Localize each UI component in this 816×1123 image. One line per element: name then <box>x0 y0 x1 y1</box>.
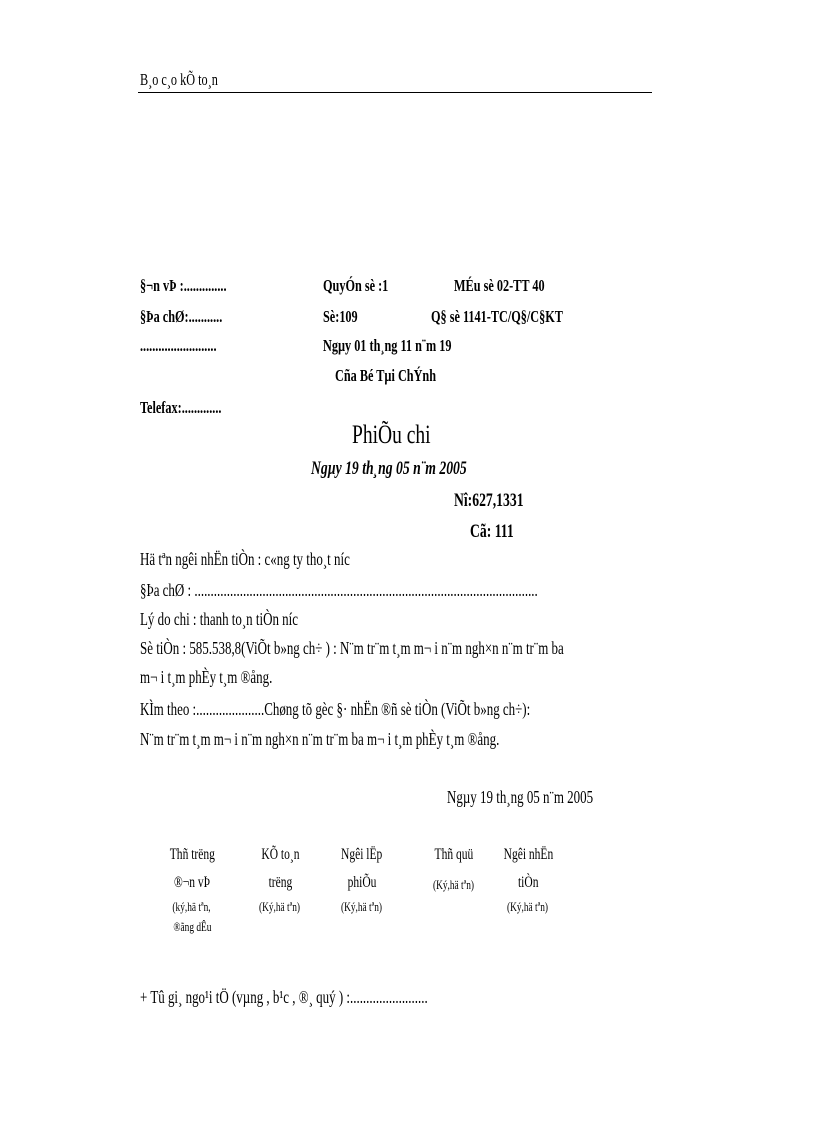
attachment-text-2: N¨m tr¨m t¸m m¬ i n¨m ngh×n n¨m tr¨m ba m¬ i t¸m phÈy t¸m ®ång. <box>140 729 500 749</box>
issue-date <box>323 336 501 356</box>
debit-account-text: Nî:627,1331 <box>454 490 524 511</box>
signature-title: Thñ quü <box>434 846 474 863</box>
document-date-text: Ngµy 19 th¸ng 05 n¨m 2005 <box>311 458 467 479</box>
debit-account <box>454 490 551 512</box>
decision-number <box>431 307 614 327</box>
header-rule <box>138 92 652 93</box>
reason-line <box>140 609 359 630</box>
signature-note: (Ký,hä tªn) <box>507 899 549 914</box>
recipient-text: Hä tªn ngêi nhËn tiÒn : c«ng ty tho¸t níc <box>140 549 350 569</box>
signature-head-of-unit <box>150 845 234 937</box>
signature-note-2: ®ãng dÊu <box>172 919 212 934</box>
document-date <box>311 458 527 480</box>
address-text: §Þa chØ:........... <box>140 307 223 326</box>
signature-title: Ngêi lËp <box>341 846 383 863</box>
amount-line-2 <box>140 667 324 688</box>
signature-note: (ký,hä tªn, <box>172 899 212 914</box>
voucher-number-text: Sè:109 <box>323 307 358 326</box>
book-number-text: QuyÓn sè :1 <box>323 276 389 295</box>
recipient-address-text: §Þa chØ : .......................................................................................................... <box>140 580 538 600</box>
attachment-line-2 <box>140 729 639 750</box>
amount-text-1: Sè tiÒn : 585.538,8(ViÕt b»ng ch÷ ) : N¨m tr¨m t¸m m¬ i n¨m ngh×n n¨m tr¨m ba <box>140 638 564 658</box>
exchange-rate-text: + Tû gi¸ ngo¹i tÖ (vµng , b¹c , ®¸ quý ) :........................ <box>140 987 428 1007</box>
telefax-text: Telefax:............. <box>140 398 222 417</box>
attachment-line-1 <box>140 699 682 720</box>
address-line <box>140 307 254 327</box>
telefax-line <box>140 398 253 418</box>
report-header <box>140 70 248 90</box>
signature-title-2: trëng <box>268 874 292 891</box>
report-header-text: B¸o c¸o kÕ to¸n <box>140 70 218 89</box>
ministry-line <box>335 366 475 386</box>
signature-note: (Ký,hä tªn) <box>341 899 383 914</box>
unit-text: §¬n vÞ :.............. <box>140 276 227 295</box>
attachment-text-1: KÌm theo :.....................Chøng tõ gèc §· nhËn ®ñ sè tiÒn (ViÕt b»ng ch÷): <box>140 699 531 719</box>
recipient-address-line <box>140 580 693 601</box>
credit-account <box>470 521 531 543</box>
issue-date-text: Ngµy 01 th¸ng 11 n¨m 19 <box>323 336 452 355</box>
unit-line <box>140 276 260 296</box>
form-number-text: MÉu sè 02-TT 40 <box>454 276 545 295</box>
ministry-text: Cña Bé Tµi ChÝnh <box>335 366 437 385</box>
signature-preparer <box>320 845 404 917</box>
signature-recipient <box>486 845 570 917</box>
book-number <box>323 276 414 296</box>
recipient-line <box>140 549 431 570</box>
dots-line <box>140 336 246 356</box>
signing-date <box>447 787 650 808</box>
document-title <box>352 420 457 450</box>
reason-text: Lý do chi : thanh to¸n tiÒn níc <box>140 609 299 629</box>
signature-title-2: ®¬n vÞ <box>173 874 211 891</box>
credit-account-text: Cã: 111 <box>470 521 514 542</box>
voucher-number <box>323 307 371 327</box>
signature-title-2: phiÕu <box>347 874 377 891</box>
signature-chief-accountant <box>238 845 322 917</box>
signature-note: (Ký,hä tªn) <box>259 899 301 914</box>
amount-text-2: m¬ i t¸m phÈy t¸m ®ång. <box>140 667 273 687</box>
signature-cashier <box>412 845 496 895</box>
signature-title: Thñ trëng <box>169 846 215 863</box>
signature-title-2: tiÒn <box>517 874 539 891</box>
signature-note: (Ký,hä tªn) <box>433 877 475 892</box>
amount-line-1 <box>140 638 729 659</box>
signing-date-text: Ngµy 19 th¸ng 05 n¨m 2005 <box>447 787 594 807</box>
form-number <box>454 276 580 296</box>
signature-title: KÕ to¸n <box>260 846 300 863</box>
document-title-text: PhiÕu chi <box>352 420 431 449</box>
dots-text: ......................... <box>140 336 217 355</box>
exchange-rate-line <box>140 987 540 1008</box>
decision-number-text: Q§ sè 1141-TC/Q§/C§KT <box>431 307 563 326</box>
signature-title: Ngêi nhËn <box>503 846 553 863</box>
